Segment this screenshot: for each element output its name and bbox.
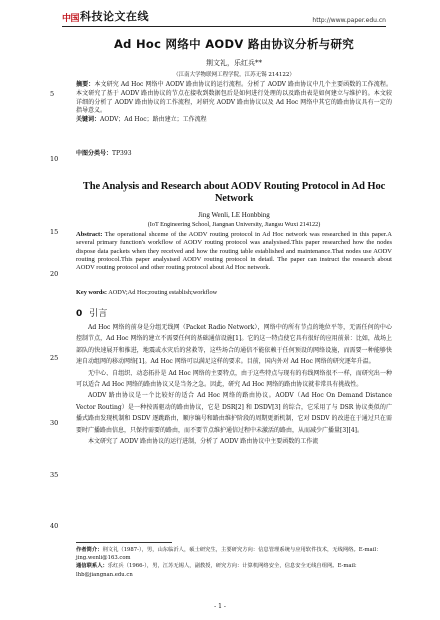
header-rule	[62, 26, 386, 27]
abstract-en-label: Abstract:	[76, 231, 103, 238]
abstract-cn	[76, 81, 392, 125]
logo-china: 中国	[62, 14, 80, 24]
section-title: 引言	[89, 309, 108, 319]
line-number: 20	[50, 270, 59, 278]
line-number: 40	[50, 522, 59, 530]
classification-text: TP393	[112, 150, 132, 157]
line-number: 10	[50, 155, 59, 163]
classification-label: 中图分类号：	[76, 150, 113, 157]
keywords-cn-label: 关键词：	[76, 116, 101, 124]
authors-cn: 荆文礼，乐红兵**	[206, 59, 262, 67]
section-heading	[76, 306, 107, 319]
abstract-en-text: The operational shceme of the AODV routing protocol in Ad Hoc network was researched in this paper.A several primary function's workflow of AODV routing protocol was analysised.This paper researched how the nodes dispose data packets when they received and how the routing table established and maintenance.That nodes use AODV routing protocol.This paper analysised AODV routing protocol in detail. The paper can instruct the research about AODV routing protocol and other routing protocol about Ad Hoc network.	[76, 231, 393, 272]
body-text	[76, 322, 392, 447]
footnote-contact	[76, 562, 392, 578]
abstract-cn-text: 本文研究 Ad Hoc 网络中 AODV 路由协议的运行流程。分析了 AODV 路由协议中几个主要函数的工作流程。本文研究了基于 AODV 路由协议的节点在接收到数据包后是如何进行处理的以及路由表是如何建立与维护的。本文较详细的分析了 AODV 路由协议的工作流程，对研究 AODV 路由协议以及 Ad Hoc 网络中其它的路由协议具有一定的指导意义。	[76, 81, 392, 115]
affiliation-en: (IoT Engineering School, Jiangnan University, Jiangsu Wuxi 214122)	[147, 221, 321, 228]
site-logo	[62, 8, 149, 24]
footnote-contact-label: 通信联系人：	[76, 563, 108, 570]
affiliation-cn: （江南大学物联网工程学院，江苏无锡 214122）	[173, 72, 295, 78]
abstract-cn-label: 摘要：	[76, 81, 95, 88]
body-paragraph: Ad Hoc 网络的前身是分组无线网（Packet Radio Network），网络中的所有节点的地位平等，无需任何的中心控制节点，Ad Hoc 网络的建立不需要任何的基础通信设施[1]。它的这一特点使它具有很好的应用前景：比如，战场上部队的快速展开和推进，地震或水灾后的营救等，这些场合的通信不能依赖于任何预设的网络设施，而需要一种能够快速自动组网的移动网络[1]。Ad Hoc 网络可以满足这样的要求。目前，国内外对 Ad Hoc 网络的研究逐年升温。	[76, 324, 392, 366]
keywords-en-text: AODV;Ad Hoc;routing establish;workflow	[108, 289, 218, 296]
footnote-rule	[76, 542, 172, 543]
footnote-author-text: 荆文礼（1987-），男，山东临沂人，硕士研究生，主要研究方向：信息管理系统与应用软件技术，无线网络。E-mail：jing.wenli@163.com	[76, 547, 382, 562]
body-paragraph: AODV 路由协议是一个比较好的适合 Ad Hoc 网络的路由协议。AODV（Ad Hoc On Demand Distance Vector Routing）是一种按需驱动的路由协议，它是 DSR[2] 和 DSDV[3] 的综合，它采用了与 DSR 协议类似的广播式路由发现机制和 DSDV 逐跳路由，顺序编号和路由维护阶段的周期更新机制，它对 DSDV 的改进在于通过只在需要时广播路由信息，只保持需要的路由，而不要节点维护通信过程中未激活的路由，从而减少广播量[3][4]。	[76, 392, 392, 434]
logo-title: 科技论文在线	[80, 10, 150, 23]
keywords-en	[76, 289, 392, 296]
footnote-contact-text: 乐红兵（1966-），男，江苏无锡人，副教授，研究方向：计算机网络安全，信息安全无线自组网。E-mail: lhb@jiangnan.edu.cn	[76, 563, 357, 578]
website-link[interactable]: http://www.paper.edu.cn	[312, 17, 386, 24]
body-paragraph: 无中心、自组织、动态拓扑是 Ad Hoc 网络的主要特点，由于这些特点与现有的有线网络很不一样，而研究出一种可以适合 Ad Hoc 网络的路由协议又是当务之急。因此，研究 Ad Hoc 网络的路由协议就非常具有挑战性。	[76, 369, 392, 389]
title-en: The Analysis and Research about AODV Routing Protocol in Ad Hoc Network	[82, 181, 386, 204]
abstract-en	[76, 231, 392, 272]
classification-cn	[76, 148, 392, 157]
page-header	[62, 6, 386, 24]
keywords-en-label: Key words:	[76, 289, 107, 296]
line-number: 25	[50, 354, 59, 362]
line-number: 5	[50, 90, 55, 98]
footnote-author-label: 作者简介：	[76, 547, 103, 553]
footnotes	[76, 546, 392, 579]
line-number: 30	[50, 419, 59, 427]
footnote-author	[76, 546, 392, 562]
page-number: - 1 -	[214, 603, 226, 610]
title-cn: Ad Hoc 网络中 AODV 路由协议分析与研究	[113, 37, 355, 51]
line-number: 35	[50, 471, 59, 479]
line-number: 15	[50, 228, 59, 236]
authors-en: Jing Wenli, LE Honbbing	[198, 211, 270, 219]
keywords-cn-text: AODV；Ad Hoc；路由建立；工作流程	[100, 116, 207, 124]
section-number: 0	[76, 309, 83, 319]
body-paragraph: 本文研究了 AODV 路由协议的运行进制，分析了 AODV 路由协议中主要函数的工作流	[88, 438, 319, 446]
